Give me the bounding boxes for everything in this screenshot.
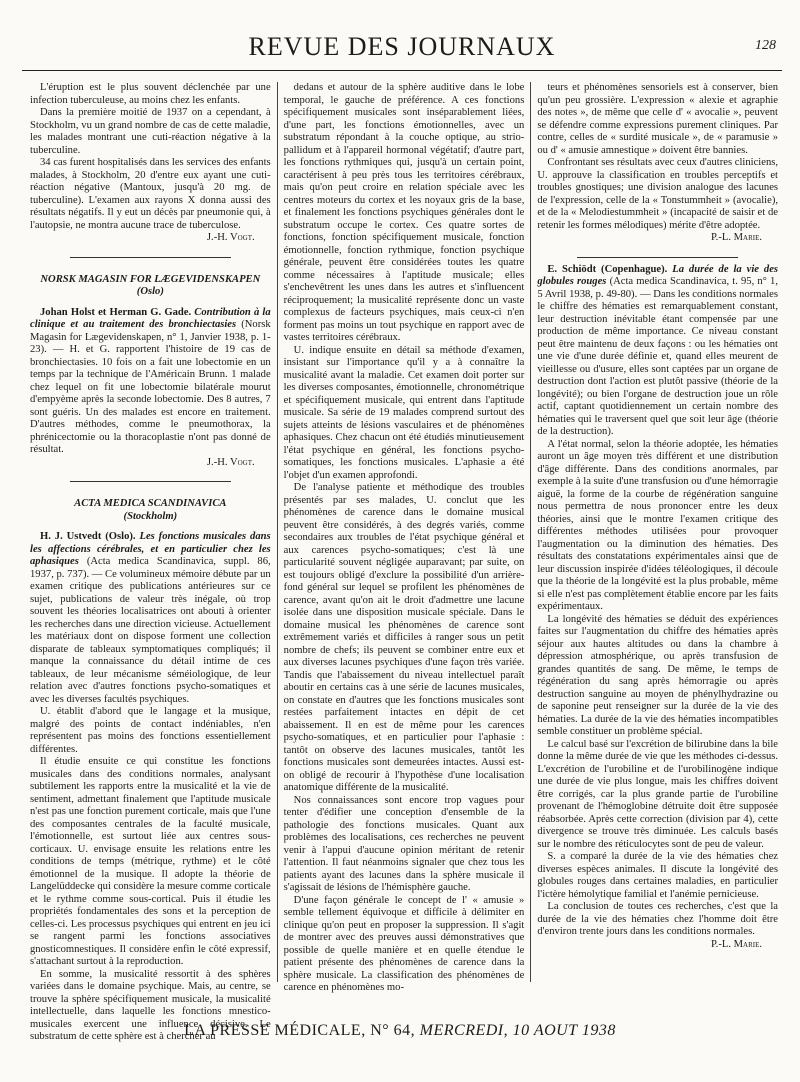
article-abstract: [537, 264, 778, 439]
running-title: REVUE DES JOURNAUX: [248, 32, 556, 61]
article-title: Les fonctions musicales dans les affections cérébrales, et en particulier chez les aphasiques: [30, 531, 271, 567]
paragraph: De l'analyse patiente et méthodique des troubles présentés par ses malades, U. conclut que les phénomènes de carence dans le domaine musical peuvent être considérés, à des degrés variés, comme secondaires aux troubles de l'état psychique général et aux carences psycho-somatiques; c'est là une particularité souvent négligée auparavant; par suite, on est toujours obligé d'exclure la possibilité d'un arrière-fond général sur lequel se profilent les phénomènes de carence, avant qu'on ait le droit d'admettre une lacune isolée dans une disposition musicale spéciale. Dans le domaine musical les phénomènes de carence sont extrêmement variés et difficiles à ranger sous un petit nombre de chefs; ils peuvent se combiner entre eux et aux diverses lacunes psychiques d'une façon très variée. Tandis que l'abaissement du niveau intellectuel paraît aboutir en certains cas à une série de lacunes musicales, on constate en d'autres que les fonctions musicales sont restées parfaitement intactes en dépit de cet abaissement. Il en est de même pour les carences psycho-somatiques, et en particulier pour l'aphasie : tantôt on observe des lacunes musicales, tantôt les fonctions musicales sont demeurées intactes. Aussi est-on obligé de recourir à l'hypothèse d'une localisation anatomique différente de la musicalité.: [283, 482, 525, 793]
section-divider: [577, 257, 738, 258]
page-footer: [0, 1022, 800, 1040]
paragraph: L'éruption est le plus souvent déclenchée par une infection tuberculeuse, au moins chez les enfants.: [30, 82, 271, 106]
paragraph: U. indique ensuite en détail sa méthode d'examen, insistant sur l'importance qu'il y a à connaître la musicalité avant la maladie. Cet examen doit porter sur les diverses composantes, émotionnelle, chronométrique et spécifiquement musicale, qui entrent dans l'aptitude musicale. Sa série de 19 malades comprend surtout des sujets atteints de lésions vasculaires et de phénomènes aphasiques. Chez chacun ont été étudiés minutieusement l'état psychique en général, les fonctions psycho-somatiques, les fonctions musicales. L'aphasie a été l'objet d'un examen approfondi.: [283, 344, 525, 481]
page-number: 128: [755, 38, 776, 53]
paragraph: Dans la première moitié de 1937 on a cependant, à Stockholm, vu un grand nombre de cas de cette maladie, les malades montrant une cuti-réaction négative à la tuberculine.: [30, 107, 271, 156]
article-text: (Acta medica Scandinavica, suppl. 86, 1937, p. 737). — Ce volumineux mémoire débute par un examen critique des publications antérieures sur ce sujet, publications de valeur très inégale, où trop souvent les théories localisatrices ont abouti à orienter les recherches dans une direction vicieuse. Actuellement les matériaux dont on dispose forment une collection disparate de tableaux symptomatiques compliqués; il manque la connaissance du détail intime de ces tableaux, de leur mécanisme séméiologique, de leur relation avec d'autres fonctions psycho-somatiques et avec les diverses facultés psychiques.: [30, 556, 271, 705]
paragraph: Il étudie ensuite ce qui constitue les fonctions musicales dans des conditions normales, analysant subtilement les rapports entre la musicalité et la vie de sentiment, admettant finalement que l'aptitude musicale n'est pas une fonction purement corticale, mais que l'une des composantes centrales de la faculté musicale, l'émotionnelle, est surtout liée aux centres sous-corticaux. U. envisage ensuite les relations entre les conditions de temps (métrique, rythme) et le côté émotionnel de la musique. Il adopte la théorie de Langelüddecke qui considère la mesure comme corticale et le rythme comme sous-cortical. Puis il étudie les propriétés fondamentales des sons et la perception de celles-ci. Les processus psychiques qui entrent en jeu ici se rangent parmi les fonctions associatives gnosticomnestiques. Il considère enfin le côté expressif, s'attachant surtout à la reproduction.: [30, 756, 271, 967]
section-divider: [70, 481, 231, 482]
column-middle: [283, 82, 525, 993]
footer-publication: LA PRESSE MÉDICALE, N° 64,: [184, 1022, 416, 1039]
article-authors: E. Schiödt (Copenhague).: [547, 263, 668, 275]
header-rule: [22, 70, 782, 71]
article-title: La durée de la vie des globules rouges: [537, 263, 779, 287]
journal-heading: NORSK MAGASIN FOR LÆGEVIDENSKAPEN: [40, 273, 261, 285]
article-abstract: [30, 531, 271, 706]
paragraph: Nos connaissances sont encore trop vagues pour tenter d'édifier une conception d'ensemble de la pathologie des fonctions musicales. Quant aux problèmes des localisations, ces recherches ne peuvent venir à l'appui d'aucune opinion méritant de retenir l'attention. Il faut néanmoins signaler que chez tous les patients ayant des lacunes dans la sphère musicale il s'agissait de lésions de l'hémisphère gauche.: [283, 794, 525, 893]
signature: P.-L. Marie.: [710, 232, 763, 243]
footer-date: MERCREDI, 10 AOUT 1938: [419, 1022, 616, 1039]
page-header: [22, 28, 782, 68]
article-authors: Johan Holst et Herman G. Gade.: [40, 306, 192, 318]
paragraph: dedans et autour de la sphère auditive dans le lobe temporal, le gauche de préférence. A ces fonctions spécifiquement musicales sont inséparablement liées, d'une part, les fonctions émotionnelles, avec un substratum répondant à la couche optique, au strio-pallidum et à l'appareil hormonal végétatif; d'autre part, les fonctions rythmiques qui, jusqu'à un certain point, caractérisent à peu près tous les territoires cérébraux, mais qu'on peut croire en relation spéciale avec les centres moteurs du cortex et les noyaux gris de la base, et finalement les fonctions psychiques générales dont le substratum occupe le cortex. Ces quatre sortes de fonctions, fonction spécifiquement musicale, fonction émotionnelle, fonction rythmique, fonction psychique générale, peuvent être considérées toutes les quatre comme nécessaires à l'aptitude musicale; elles s'enchevêtrent les unes dans les autres et s'influencent réciproquement; la musicalité représente donc un vaste complexus de facteurs psychiques, mais ceux-ci n'en forment pas moins un tout psychique en rapport avec de vastes territoires cérébraux.: [283, 82, 525, 343]
journal-city: (Stockholm): [123, 510, 178, 522]
paragraph: En somme, la musicalité ressortit à des sphères variées dans le domaine psychique. Mais, au centre, se trouve la sphère spécifiquement musicale, la musicalité intellectuelle, dans laquelle les fonctions mnestico-musicales exercent une influence décisive. Le substratum de cette sphère est à chercher au: [30, 968, 271, 1042]
paragraph: La longévité des hématies se déduit des expériences faites sur l'augmentation du chiffre des hématies après séjour aux hautes altitudes ou dans la chambre à dépression atmosphérique, ou après transfusion de grandes quantités de sang. De même, le temps de régénération du sang après hémorragie ou après destruction sanguine au moyen de phénylhydrazine ou de saponine peut renseigner sur la durée de la vie des hématies. La durée de la vie des hématies incompatibles semble constituer un problème spécial.: [537, 613, 779, 737]
journal-heading: ACTA MEDICA SCANDINAVICA: [74, 498, 227, 509]
column-right: [537, 82, 778, 982]
paragraph: U. établit d'abord que le langage et la musique, malgré des points de contact indéniables, n'en représentent pas moins des fonctions essentiellement différentes.: [30, 706, 271, 755]
journal-city: (Oslo): [136, 286, 164, 297]
column-rule: [530, 82, 531, 982]
paragraph: 34 cas furent hospitalisés dans les services des enfants malades, à Stockholm, 20 d'entre eux ayant une cuti-réaction négative (Mantoux, jusqu'à 20 mg. de tuberculine). L'examen aux rayons X donna aussi des résultats négatifs. Il y eut un décès par pneumonie qui, à l'autopsie, ne montra aucune trace de tuberculose.: [30, 157, 271, 231]
article-text: (Norsk Magasin for Lægevidenskapen, n° 1, Janvier 1938, p. 1-23). — H. et G. rapportent l'histoire de 19 cas de bronchiectasies. 10 fois on a fait une lobectomie en un temps par la technique de l'Américain Brunn. 1 malade chez lequel on fit une lobectomie bilatérale mourut d'empyème après la seconde lobectomie. Des 8 autres, 7 sont guéris. Un des malades est encore en traitement. D'autres méthodes, comme le pneumothorax, la phrénicectomie ou la thoracoplastie n'ont pas donné de résultat.: [30, 319, 271, 455]
column-rule: [277, 82, 278, 982]
article-text: (Acta medica Scandinavica, t. 95, n° 1, 5 Avril 1938, p. 49-80). — Dans les conditions normales le chiffre des hématies est remarquablement constant, leur destruction inévitable étant compensée par une production de même importance. Ce niveau constant peut être maintenu de deux façons : ou les hématies ont une vie d'une durée définie et, quand elles meurent de vieillesse ou d'usure, elles sont captées par un organe de destruction dont l'action est plutôt passive (théorie de la longévité); ou bien l'organe de destruction joue un rôle actif, captant quotidiennement un certain nombre des hématies qui le traversent quel que soit leur âge (théorie de la destruction).: [537, 276, 779, 437]
paragraph: Le calcul basé sur l'excrétion de bilirubine dans la bile donne la même durée de vie que les méthodes ci-dessus. L'excrétion de l'urobiline et de l'urobilinogène indique une durée de vie plus longue, mais les chiffres doivent être corrigés, car la plus grande partie de l'urobiline provenant de l'hémoglobine détruite doit être supposée réabsorbée. Après cette correction (division par 4), cette divergence se trouve très diminuée. Les calculs basés sur le nombre des réticulocytes sont de peu de valeur.: [537, 738, 779, 850]
article-abstract: [30, 307, 271, 457]
section-divider: [70, 257, 231, 258]
paragraph: A l'état normal, selon la théorie adoptée, les hématies auront un âge moyen très différent et une distribution d'âge différente. Dans des conditions anormales, par exemple à la suite d'une transfusion ou d'une hémorragie aiguë, la forme de la courbe de régénération sanguine nous permettra de nous prononcer entre les deux théories, ainsi que le montre l'examen critique des différentes méthodes utilisées pour provoquer l'augmentation ou la diminution des hématies. Des résultats des constatations expérimentales ainsi que de leur discussion inspirée d'idées téléologiques, il découle que la théorie de la longévité est la plus probable, même si elle n'est pas complètement établie encore par les faits expérimentaux.: [537, 438, 779, 612]
column-left: [30, 82, 271, 1042]
paragraph: S. a comparé la durée de la vie des hématies chez diverses espèces animales. Il discute la longévité des globules rouges dans certaines maladies, en particulier l'ictère hémolytique familial et l'anémie pernicieuse.: [537, 851, 779, 900]
paragraph: La conclusion de toutes ces recherches, c'est que la durée de la vie des hématies chez l'homme doit être d'environ trente jours dans les conditions normales.: [537, 901, 779, 937]
paragraph: Confrontant ses résultats avec ceux d'autres cliniciens, U. approuve la classification en troubles perceptifs et troubles gnostiques; une division analogue des lacunes de l'expression, celle de la « Tonstummheit » (avocalie), et de la « Melodiestummheit » (incapacité de saisir et de retenir les formes mélodiques) mérite d'être adoptée.: [537, 157, 779, 231]
paragraph: D'une façon générale le concept de l' « amusie » semble tellement équivoque et difficile à délimiter en clinique qu'on peut en proposer la suppression. Il s'agit de montrer avec des preuves aussi démonstratives que possible de quelle manière et en quelle étendue le patient présente des phénomènes de carence dans la sphère musicale. La classification des phénomènes de carence en phénomènes mo-: [283, 894, 525, 993]
signature: J.-H. Vogt.: [206, 456, 255, 468]
signature: J.-H. Vogt.: [206, 232, 255, 243]
paragraph: teurs et phénomènes sensoriels est à conserver, bien qu'un peu grossière. L'expression « alexie et agraphie des notes », de même que celle d' « avocalie », peuvent se défendre comme expressions purement cliniques. Par contre, celles de « surdité musicale », de « paramusie » ou d' « amusie amnestique » doivent être bannies.: [537, 82, 779, 156]
article-authors: H. J. Ustvedt (Oslo).: [40, 531, 136, 542]
signature: P.-L. Marie.: [710, 938, 763, 950]
article-title: Contribution à la clinique et au traitement des bronchiectasies: [30, 306, 271, 330]
